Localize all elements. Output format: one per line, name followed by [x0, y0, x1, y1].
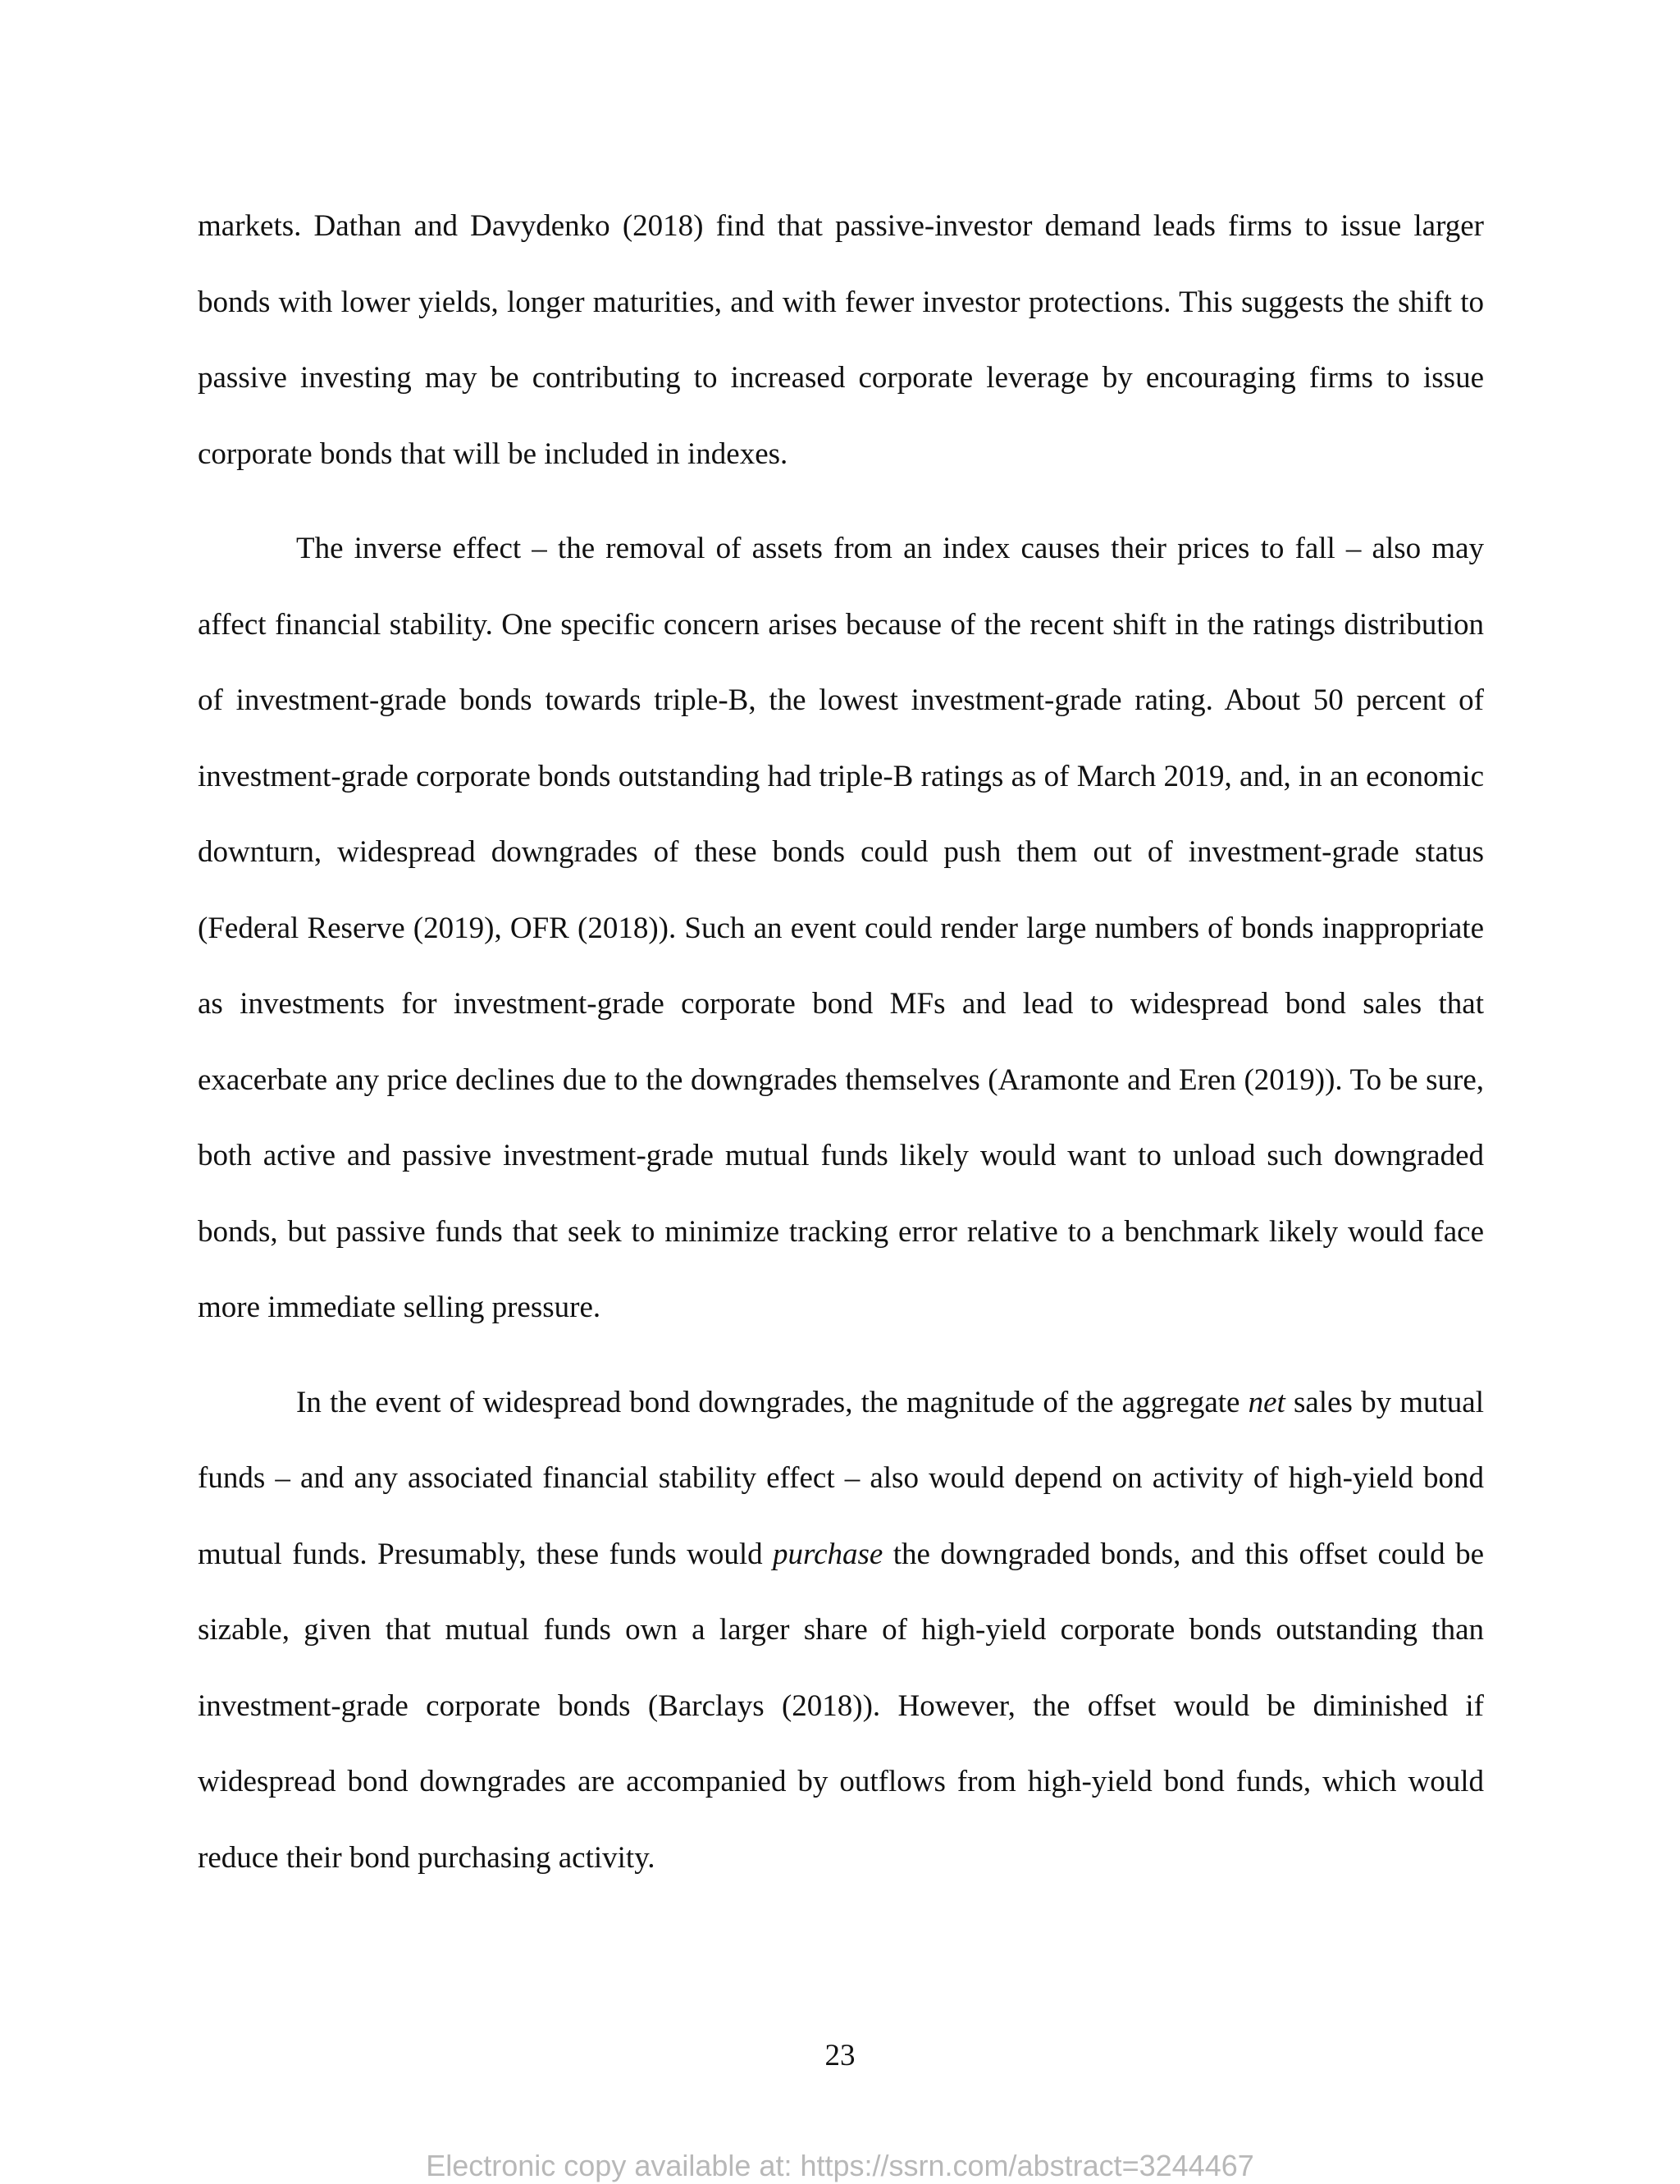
paragraph-3-run-3: sales by mutual funds – and any associated financial stability effect – also would depend on activity of high-yield bond mutual funds. Presumably, these funds would: [198, 1385, 1484, 1571]
paragraph-3-emphasis-net: net: [1248, 1385, 1285, 1419]
body-text: [198, 189, 1484, 1896]
paragraph-2: [198, 511, 1484, 1346]
ssrn-footer: Electronic copy available at: https://ssrn.com/abstract=3244467: [426, 2149, 1254, 2182]
paragraph-3: [198, 1365, 1484, 1897]
paragraph-3-emphasis-purchase: purchase: [773, 1537, 883, 1571]
paragraph-1: [198, 189, 1484, 492]
paragraph-3-run-1: In the event of widespread bond downgrades, the magnitude of the aggregate: [296, 1385, 1249, 1419]
page-number: 23: [824, 2039, 856, 2072]
paragraph-1-text: markets. Dathan and Davydenko (2018) find that passive-investor demand leads firms to issue larger bonds with lower yields, longer maturities, and with fewer investor protections. This suggests the shift to passive investing may be contributing to increased corporate leverage by encouraging firms to issue corporate bonds that will be included in indexes.: [198, 209, 1484, 471]
paragraph-3-run-5: the downgraded bonds, and this offset could be sizable, given that mutual funds own a larger share of high-yield corporate bonds outstanding than investment-grade corporate bonds (Barclays (2018)). However, the offset would be diminished if widespread bond downgrades are accompanied by outflows from high-yield bond funds, which would reduce their bond purchasing activity.: [198, 1537, 1484, 1875]
paragraph-2-text: The inverse effect – the removal of assets from an index causes their prices to fall – also may affect financial stability. One specific concern arises because of the recent shift in the ratings distribution of investment-grade bonds towards triple-B, the lowest investment-grade rating. About 50 percent of investment-grade corporate bonds outstanding had triple-B ratings as of March 2019, and, in an economic downturn, widespread downgrades of these bonds could push them out of investment-grade status (Federal Reserve (2019), OFR (2018)). Such an event could render large numbers of bonds inappropriate as investments for investment-grade corporate bond MFs and lead to widespread bond sales that exacerbate any price declines due to the downgrades themselves (Aramonte and Eren (2019)). To be sure, both active and passive investment-grade mutual funds likely would want to unload such downgraded bonds, but passive funds that seek to minimize tracking error relative to a benchmark likely would face more immediate selling pressure.: [198, 532, 1484, 1324]
